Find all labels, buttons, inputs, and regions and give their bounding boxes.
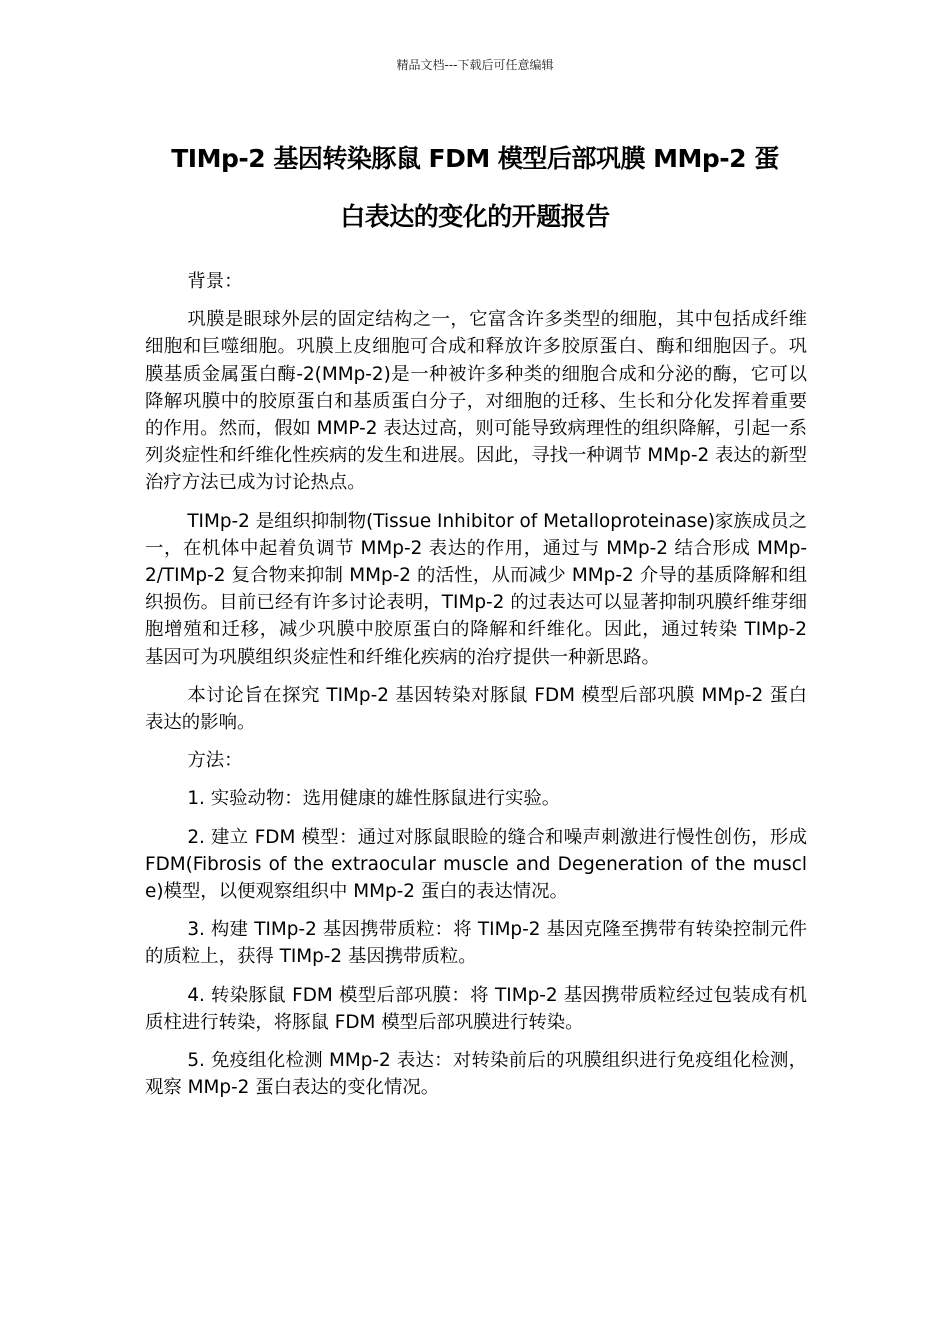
- paragraph-timp2-intro: TIMp-2 是组织抑制物(Tissue Inhibitor of Metalloproteinase)家族成员之一，在机体中起着负调节 MMp-2 表达的作用，通过与 MMp-2 结合形成 MMp-2/TIMp-2 复合物来抑制 MMp-2 的活性，从而减少 MMp-2 介导的基质降解和组织损伤。目前已经有许多讨论表明，TIMp-2 的过表达可以显著抑制巩膜纤维芽细胞增殖和迁移，减少巩膜中胶原蛋白的降解和纤维化。因此，通过转染 TIMp-2 基因可为巩膜组织炎症性和纤维化疾病的治疗提供一种新思路。: [145, 510, 807, 668]
- section-heading-methods: 方法：: [187, 750, 243, 772]
- method-item-3: 3. 构建 TIMp-2 基因携带质粒：将 TIMp-2 基因克隆至携带有转染控制元件的质粒上，获得 TIMp-2 基因携带质粒。: [145, 919, 807, 968]
- title-line-2: 白表达的变化的开题报告: [340, 202, 610, 231]
- method-item-2: 2. 建立 FDM 模型：通过对豚鼠眼睑的缝合和噪声刺激进行慢性创伤，形成 FDM(Fibrosis of the extraocular muscle and Degeneration of the muscle)模型，以便观察组织中 MMp-2 蛋白的表达情况。: [145, 826, 807, 903]
- paragraph-study-aim: 本讨论旨在探究 TIMp-2 基因转染对豚鼠 FDM 模型后部巩膜 MMp-2 蛋白表达的影响。: [145, 684, 807, 734]
- header-note: 精品文档---下载后可任意编辑: [396, 58, 554, 72]
- method-item-5: 5. 免疫组化检测 MMp-2 表达：对转染前后的巩膜组织进行免疫组化检测，观察 MMp-2 蛋白表达的变化情况。: [145, 1050, 807, 1099]
- paragraph-sclera-intro: 巩膜是眼球外层的固定结构之一，它富含许多类型的细胞，其中包括成纤维细胞和巨噬细胞。巩膜上皮细胞可合成和释放许多胶原蛋白、酶和细胞因子。巩膜基质金属蛋白酶-2(MMp-2)是一种被许多种类的细胞合成和分泌的酶，它可以降解巩膜中的胶原蛋白和基质蛋白分子，对细胞的迁移、生长和分化发挥着重要的作用。然而，假如 MMP-2 表达过高，则可能导致病理性的组织降解，引起一系列炎症性和纤维化性疾病的发生和进展。因此，寻找一种调节 MMp-2 表达的新型治疗方法已成为讨论热点。: [145, 309, 807, 494]
- method-item-1: 1. 实验动物：选用健康的雄性豚鼠进行实验。: [187, 788, 561, 810]
- title-line-1: TIMp-2 基因转染豚鼠 FDM 模型后部巩膜 MMp-2 蛋: [171, 144, 779, 173]
- section-heading-background: 背景：: [187, 271, 243, 292]
- method-item-4: 4. 转染豚鼠 FDM 模型后部巩膜：将 TIMp-2 基因携带质粒经过包装成有机质柱进行转染，将豚鼠 FDM 模型后部巩膜进行转染。: [145, 984, 807, 1033]
- document-title: [145, 130, 805, 246]
- document-body: [145, 268, 807, 1112]
